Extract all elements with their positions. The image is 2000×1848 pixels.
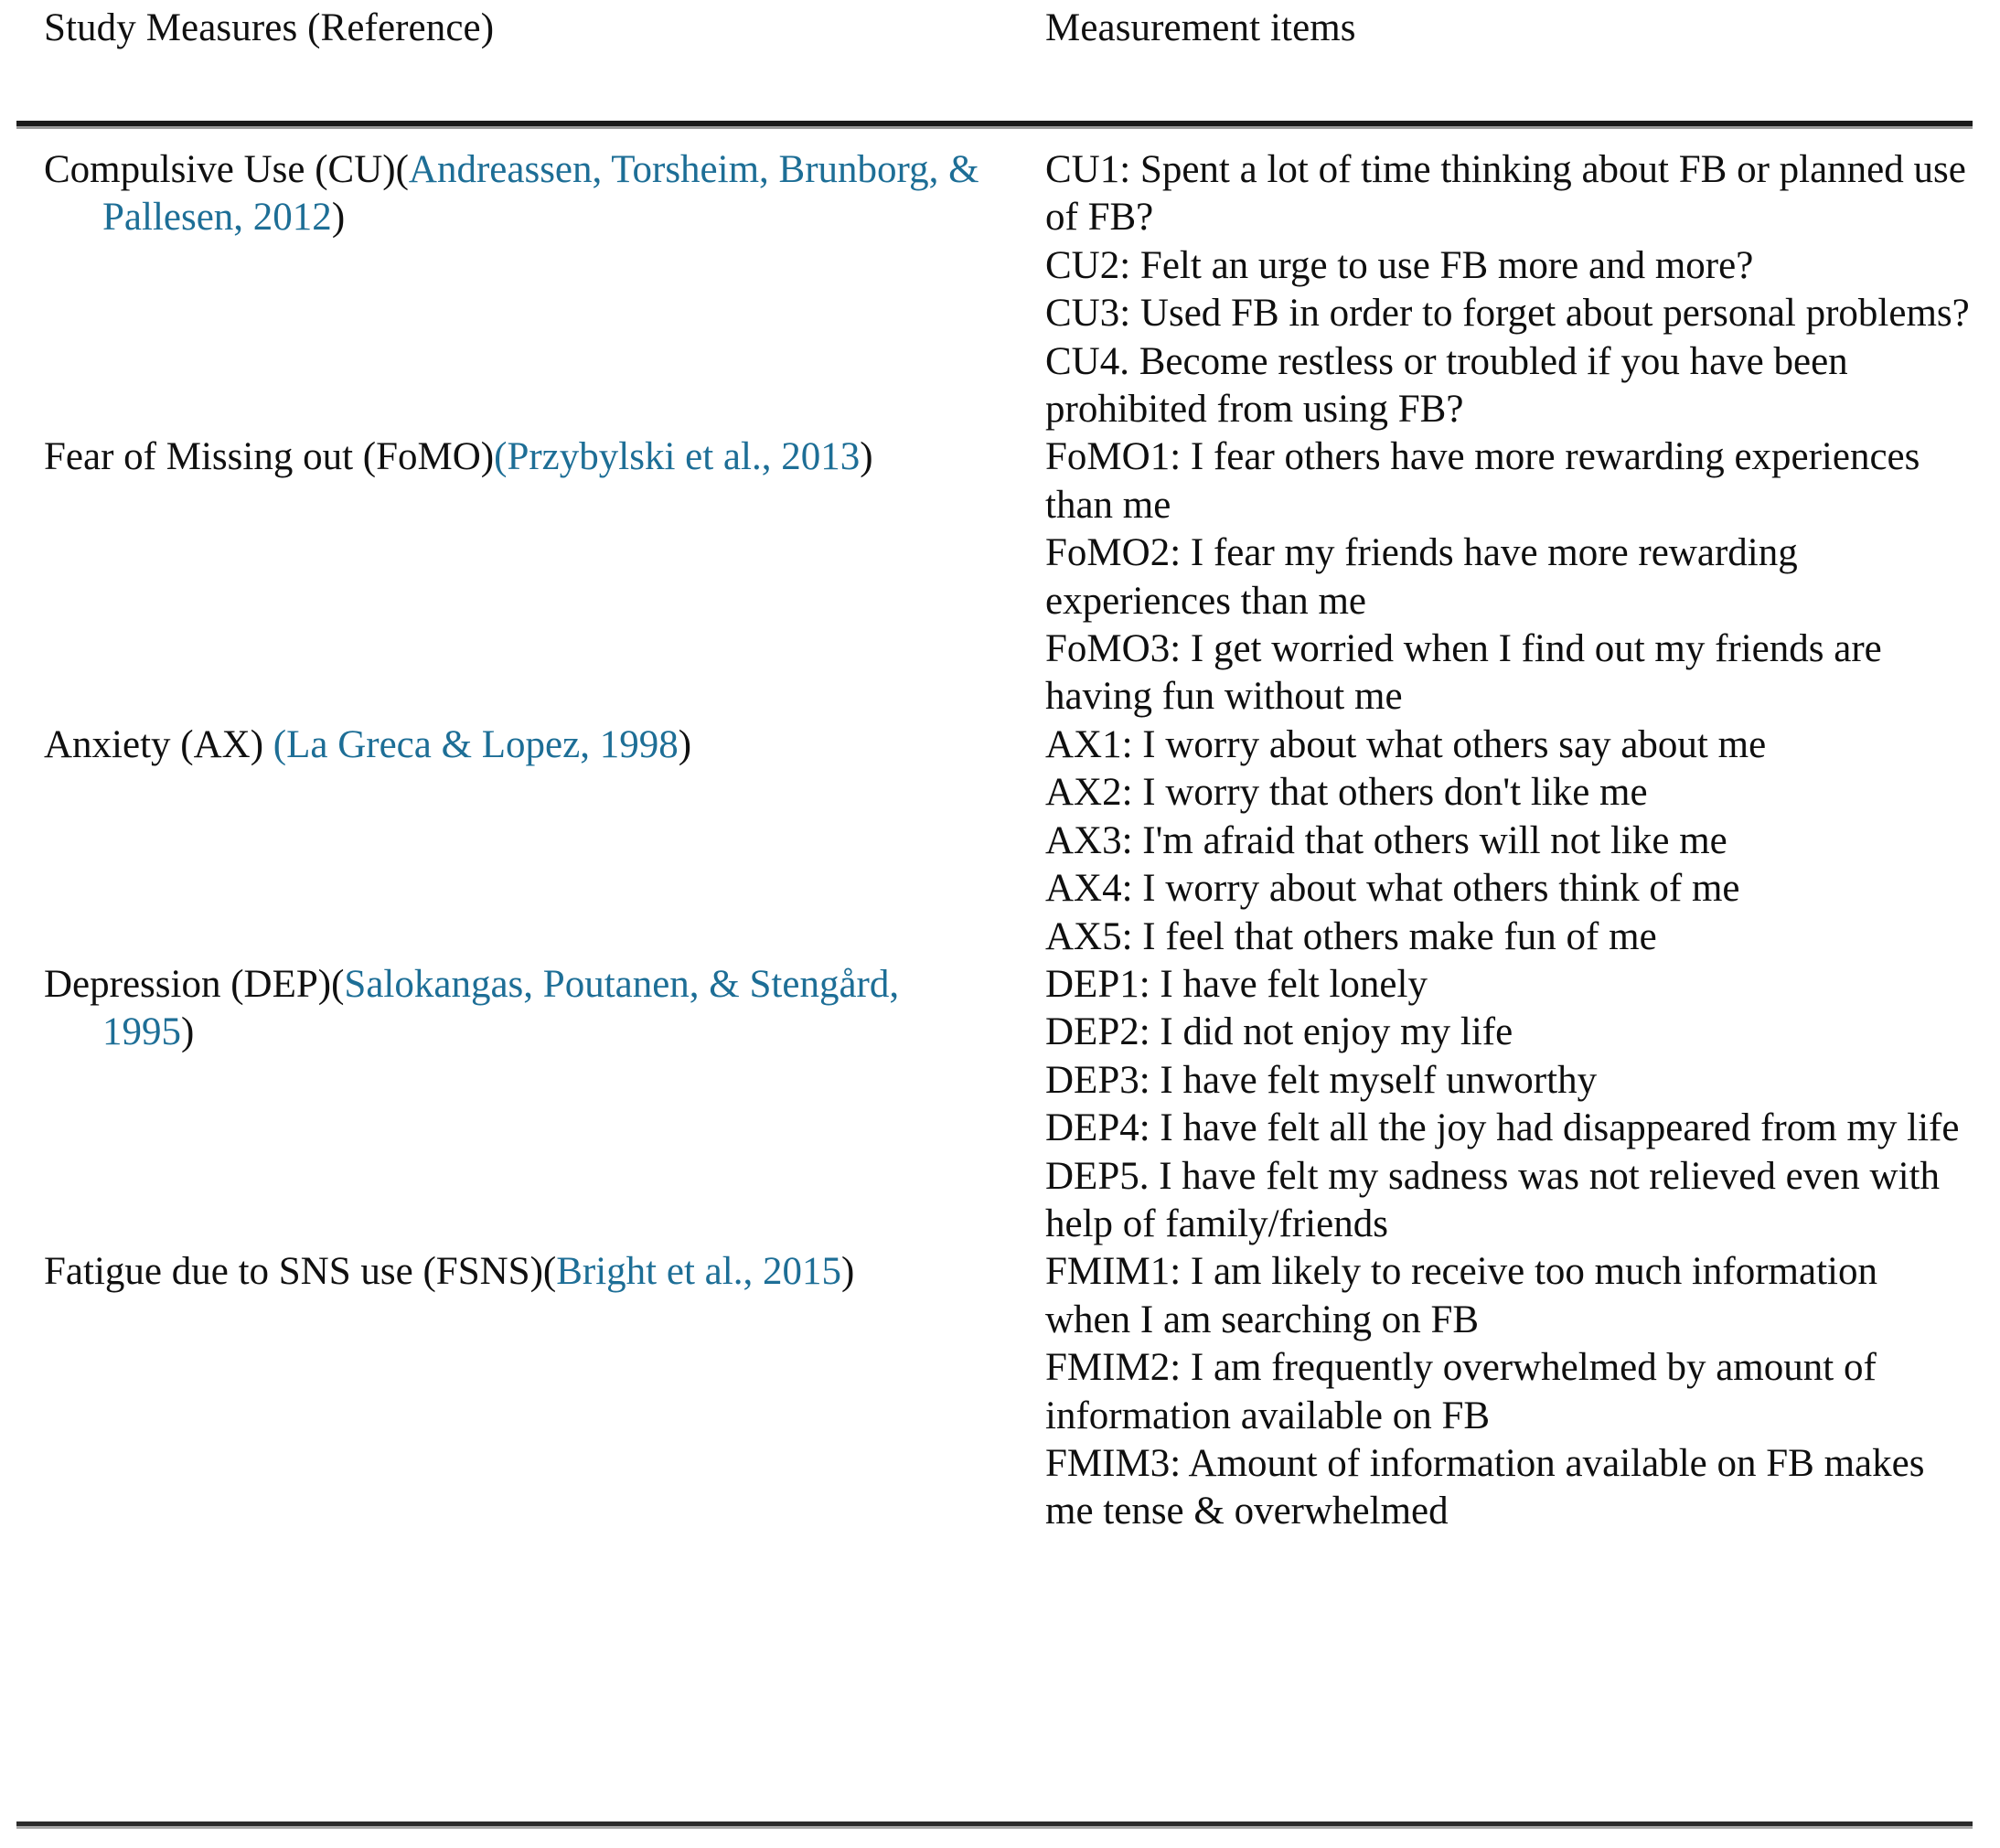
table-row: [44, 433, 1971, 721]
measure-label: Compulsive Use (CU): [44, 148, 396, 191]
measurement-item: AX4: I worry about what others think of me: [1045, 867, 1740, 911]
column-header-measurement-items: Measurement items: [1045, 6, 1356, 49]
citation-link[interactable]: Andreassen, Torsheim, Brunborg, & Pallesen, 2012: [102, 148, 979, 240]
measurement-item: DEP1: I have felt lonely: [1045, 962, 1428, 1006]
measurement-items-cell: [1009, 433, 1971, 721]
citation-link[interactable]: Przybylski et al., 2013: [507, 435, 861, 479]
citation-open-paren: (: [273, 722, 287, 766]
measurement-item: AX5: I feel that others make fun of me: [1045, 914, 1657, 958]
citation-close-paren: ): [860, 435, 873, 479]
citation-close-paren: ): [181, 1010, 195, 1054]
measurement-items-cell: [1009, 721, 1971, 961]
measurement-items-cell: [1009, 146, 1971, 433]
measure-cell: [44, 721, 1009, 769]
measurement-item: CU2: Felt an urge to use FB more and more?: [1045, 243, 1754, 287]
measure-label: Fear of Missing out (FoMO): [44, 435, 495, 479]
table-row: [44, 721, 1971, 961]
measurement-item: FMIM2: I am frequently overwhelmed by amount of information available on FB: [1045, 1346, 1877, 1437]
table-header-row: [44, 0, 1971, 115]
citation-close-paren: ): [331, 196, 346, 240]
measurement-item: FMIM3: Amount of information available on FB makes me tense & overwhelmed: [1045, 1441, 1925, 1533]
citation-open-paren: (: [331, 962, 345, 1006]
header-rule: [16, 121, 1973, 126]
measurement-item: DEP4: I have felt all the joy had disappeared from my life: [1045, 1106, 1960, 1150]
measure-cell: [44, 1248, 1009, 1296]
citation-close-paren: ): [840, 1250, 855, 1294]
measurement-item: FoMO2: I fear my friends have more rewarding experiences than me: [1045, 531, 1798, 623]
measurement-item: FMIM1: I am likely to receive too much information when I am searching on FB: [1045, 1250, 1877, 1341]
citation-link[interactable]: Salokangas, Poutanen, & Stengård, 1995: [102, 962, 900, 1054]
measurement-item: FoMO1: I fear others have more rewarding experiences than me: [1045, 435, 1920, 527]
footer-rule: [16, 1821, 1973, 1826]
measurement-item: DEP2: I did not enjoy my life: [1045, 1010, 1513, 1054]
citation-open-paren: (: [395, 148, 409, 191]
measure-cell: [44, 433, 1009, 481]
measurement-item: CU4. Become restless or troubled if you have been prohibited from using FB?: [1045, 339, 1848, 432]
citation-link[interactable]: La Greca & Lopez, 1998: [286, 722, 679, 766]
table-row: [44, 146, 1971, 433]
measure-label: Depression (DEP): [44, 962, 332, 1006]
measurement-items-cell: [1009, 961, 1971, 1248]
measure-label: Fatigue due to SNS use (FSNS): [44, 1250, 543, 1294]
citation-open-paren: (: [494, 435, 508, 479]
table-row: [44, 1248, 1971, 1535]
citation-close-paren: ): [678, 722, 692, 766]
measurement-item: AX2: I worry that others don't like me: [1045, 771, 1648, 815]
measure-cell: [44, 961, 1009, 1057]
measurement-item: CU3: Used FB in order to forget about personal problems?: [1045, 292, 1970, 336]
citation-open-paren: (: [542, 1250, 557, 1294]
column-header-study-measures: Study Measures (Reference): [44, 6, 495, 49]
measurement-items-cell: [1009, 1248, 1971, 1535]
measurement-item: AX3: I'm afraid that others will not like me: [1045, 818, 1727, 862]
measurement-item: FoMO3: I get worried when I find out my friends are having fun without me: [1045, 627, 1882, 719]
measurement-item: AX1: I worry about what others say about me: [1045, 722, 1767, 766]
table-body: [44, 146, 1971, 1536]
measure-label: Anxiety (AX): [44, 722, 273, 766]
measurement-item: DEP5. I have felt my sadness was not relieved even with help of family/friends: [1045, 1154, 1940, 1245]
table-row: [44, 961, 1971, 1248]
measurement-item: DEP3: I have felt myself unworthy: [1045, 1058, 1598, 1102]
measure-cell: [44, 146, 1009, 242]
measurement-item: CU1: Spent a lot of time thinking about FB or planned use of FB?: [1045, 148, 1966, 240]
citation-link[interactable]: Bright et al., 2015: [556, 1250, 841, 1294]
